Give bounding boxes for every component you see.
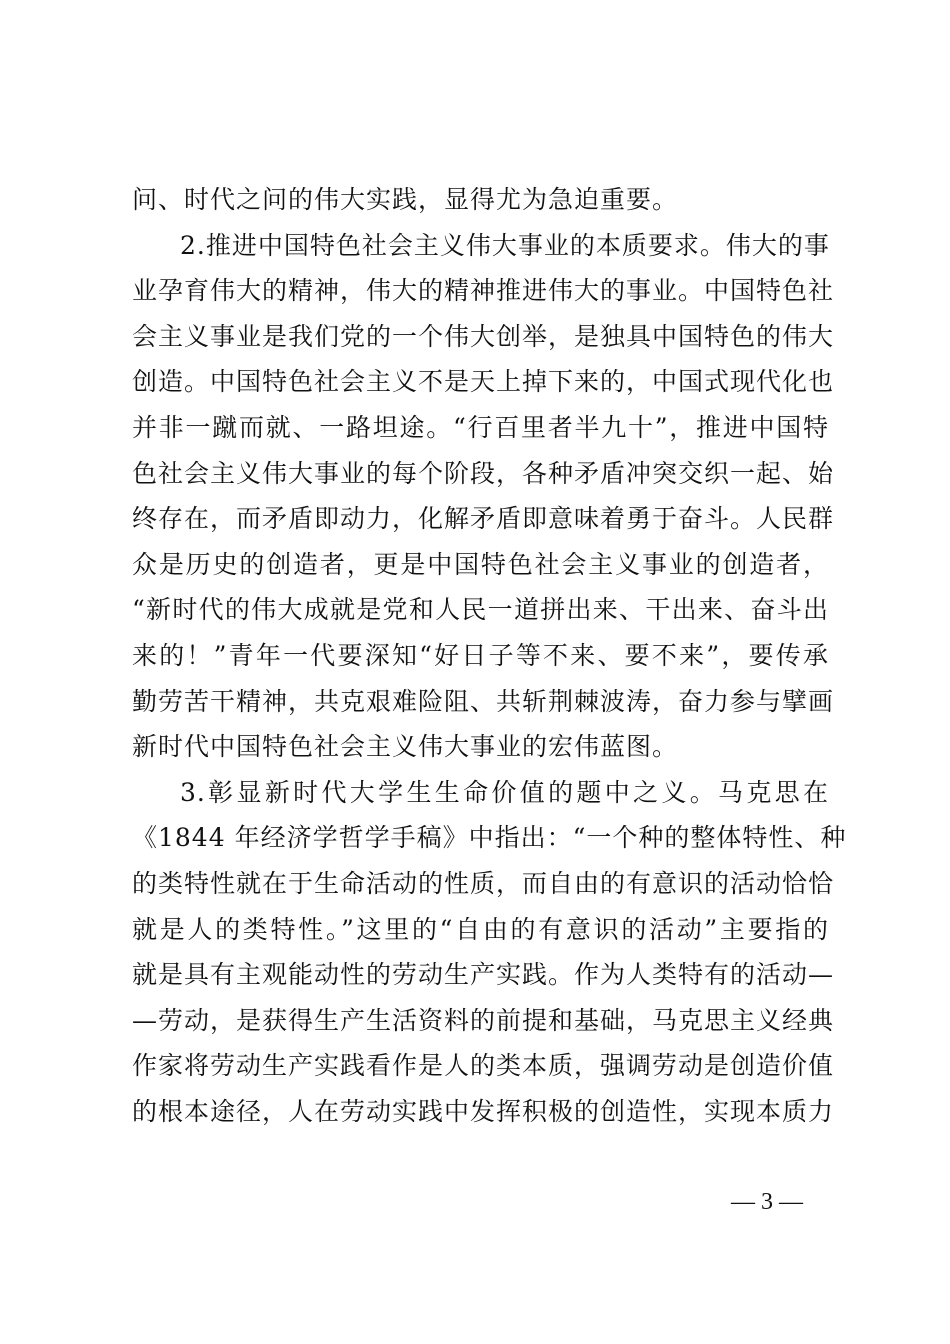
- text-line: —劳动，是获得生产生活资料的前提和基础，马克思主义经典: [132, 1005, 835, 1035]
- text-line: 来的！”青年一代要深知“好日子等不来、要不来”，要传承: [132, 640, 829, 670]
- text-line: 问、时代之问的伟大实践，显得尤为急迫重要。: [132, 185, 679, 214]
- text-line: 业孕育伟大的精神，伟大的精神推进伟大的事业。中国特色社: [132, 276, 835, 306]
- text-line: 勤劳苦干精神，共克艰难险阻、共斩荆棘波涛，奋力参与擘画: [132, 686, 835, 716]
- text-line: 《1844 年经济学哲学手稿》中指出：“一个种的整体特性、种: [132, 823, 847, 853]
- text-line: 色社会主义伟大事业的每个阶段，各种矛盾冲突交织一起、始: [132, 458, 835, 488]
- text-line: 3.彰显新时代大学生生命价值的题中之义。马克思在: [180, 777, 829, 807]
- text-line: 终存在，而矛盾即动力，化解矛盾即意味着勇于奋斗。人民群: [132, 504, 835, 534]
- body-text: [132, 177, 847, 1134]
- text-line: 众是历史的创造者，更是中国特色社会主义事业的创造者，: [132, 549, 829, 579]
- text-line: 作家将劳动生产实践看作是人的类本质，强调劳动是创造价值: [132, 1051, 835, 1081]
- text-line: 就是人的类特性。”这里的“自由的有意识的活动”主要指的: [132, 914, 829, 944]
- text-line: 新时代中国特色社会主义伟大事业的宏伟蓝图。: [132, 732, 679, 762]
- text-line: 的类特性就在于生命活动的性质，而自由的有意识的活动恰恰: [132, 868, 835, 898]
- page-number: — 3 —: [731, 1189, 803, 1215]
- text-line: 的根本途径，人在劳动实践中发挥积极的创造性，实现本质力: [132, 1096, 835, 1126]
- text-line: “新时代的伟大成就是党和人民一道拼出来、干出来、奋斗出: [132, 595, 829, 625]
- text-line: 创造。中国特色社会主义不是天上掉下来的，中国式现代化也: [132, 367, 835, 397]
- text-line: 并非一蹴而就、一路坦途。“行百里者半九十”，推进中国特: [132, 412, 829, 442]
- text-line: 2.推进中国特色社会主义伟大事业的本质要求。伟大的事: [180, 230, 830, 260]
- text-line: 会主义事业是我们党的一个伟大创举，是独具中国特色的伟大: [132, 321, 835, 351]
- text-line: 就是具有主观能动性的劳动生产实践。作为人类特有的活动—: [132, 960, 835, 990]
